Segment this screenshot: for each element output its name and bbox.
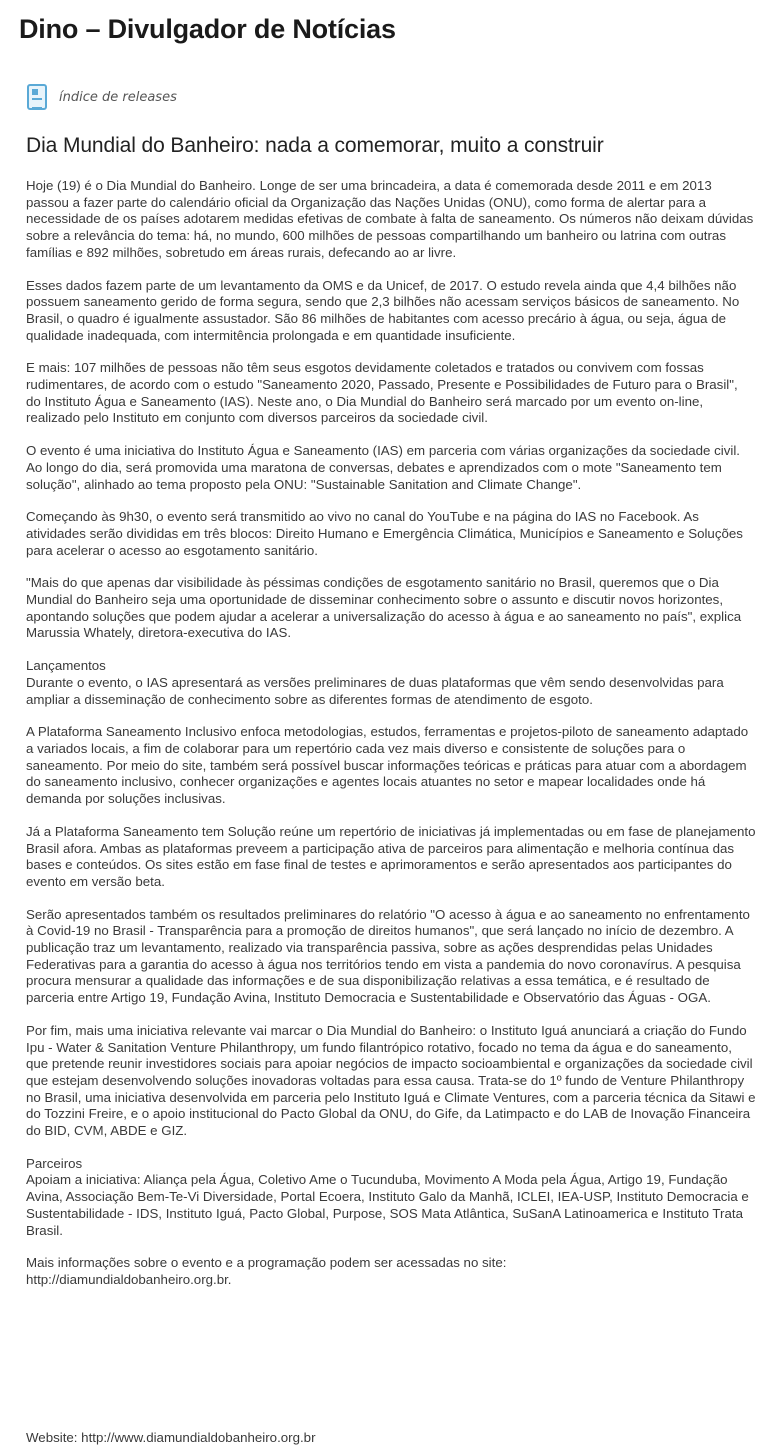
article-paragraph: Começando às 9h30, o evento será transmitido ao vivo no canal do YouTube e na página do IAS no Facebook. As atividades serão divididas em três blocos: Direito Humano e Emergência Climática, Municípios e Saneamento e Soluções para acelerar o acesso ao esgotamento sanitário. <box>26 509 743 558</box>
website-link[interactable]: Website: http://www.diamundialdobanheiro.org.br <box>26 1430 316 1445</box>
article-paragraph: Esses dados fazem parte de um levantamento da OMS e da Unicef, de 2017. O estudo revela ainda que 4,4 bilhões não possuem saneamento gerido de forma segura, sendo que 2,3 bilhões não acessam serviços básicos de saneamento. No Brasil, o quadro é igualmente assustador. São 86 milhões de habitantes com acesso precário à água, ou seja, água de qualidade inadequada, com intermitência prolongada e em quantidade insuficiente. <box>26 277 740 343</box>
article-paragraph: Serão apresentados também os resultados preliminares do relatório "O acesso à água e ao saneamento no enfrentamento à Covid-19 no Brasil - Transparência para a promoção de direitos humanos", que será lançado no início de dezembro. A publicação traz um levantamento, realizado via transparência passiva, sobre as ações desprendidas pelas Unidades Federativas para a garantia do acesso à água nos territórios tendo em vista a pandemia do novo coronavírus. A pesquisa procura mensurar a qualidade das informações e de sua disponibilização relativas a essa temática, e é resultado de parceria entre Artigo 19, Fundação Avina, Instituto Democracia e Sustentabilidade e Observatório das Águas - OGA. <box>26 906 750 1006</box>
article-paragraph: A Plataforma Saneamento Inclusivo enfoca metodologias, estudos, ferramentas e projetos-piloto de saneamento adaptado a variados locais, a fim de colaborar para um repertório cada vez mais diverso e consistente de soluções para o saneamento. Por meio do site, também será possível buscar informações teóricas e práticas para atuar com a abordagem do saneamento inclusivo, conhecer organizações e agentes locais atuantes no setor e mapear localidades onde há demanda por soluções inclusivas. <box>26 724 749 807</box>
article-paragraph: E mais: 107 milhões de pessoas não têm seus esgotos devidamente coletados e tratados ou convivem com fossas rudimentares, de acordo com o estudo "Saneamento 2020, Passado, Presente e Possibilidades de Futuro para o Brasil", do Instituto Água e Saneamento (IAS). Neste ano, o Dia Mundial do Banheiro será marcado por um evento on-line, realizado pelo Instituto em conjunto com diversos parceiros da sociedade civil. <box>26 360 738 426</box>
index-link-label[interactable]: índice de releases <box>59 89 177 105</box>
article-paragraph: Mais informações sobre o evento e a programação podem ser acessadas no site: http://diamundialdobanheiro.org.br. <box>26 1255 507 1287</box>
article-paragraph: Já a Plataforma Saneamento tem Solução reúne um repertório de iniciativas já implementadas ou em fase de planejamento Brasil afora. Ambas as plataformas preveem a participação ativa de parceiros para alimentação e melhoria contínua das bases e conteúdos. Os sites estão em fase final de testes e aprimoramentos e serão apresentados aos participantes do evento em versão beta. <box>26 823 756 889</box>
article-body <box>26 178 756 1305</box>
article-paragraph: Por fim, mais uma iniciativa relevante vai marcar o Dia Mundial do Banheiro: o Instituto Iguá anunciará a criação do Fundo Ipu - Water & Sanitation Venture Philanthropy, um fundo filantrópico rotativo, focado no tema da água e do saneamento, que pretende reunir investidores sociais para apoiar negócios de impacto socioambiental e organizações da sociedade civil que estejam desenvolvendo soluções inovadoras voltadas para essa causa. Trata-se do 1º fundo de Venture Philanthropy no Brasil, uma iniciativa desenvolvida em parceria pelo Instituto Iguá e Climate Ventures, com a parceria técnica da Sitawi e do Tozzini Freire, e o apoio institucional do Pacto Global da ONU, do Gife, da Latimpacto e do LAB de Inovação Financeira do BID, CVM, ABDE e GIZ. <box>26 1022 756 1139</box>
newspaper-icon <box>27 84 47 110</box>
site-title: Dino – Divulgador de Notícias <box>19 14 396 44</box>
article-title: Dia Mundial do Banheiro: nada a comemorar, muito a construir <box>26 134 604 157</box>
article-paragraph: O evento é uma iniciativa do Instituto Água e Saneamento (IAS) em parceria com várias organizações da sociedade civil. Ao longo do dia, será promovida uma maratona de conversas, debates e aprendizados com o mote "Saneamento tem solução", alinhado ao tema proposto pela ONU: "Sustainable Sanitation and Climate Change". <box>26 443 740 492</box>
article-paragraph: Lançamentos Durante o evento, o IAS apresentará as versões preliminares de duas plataformas que vêm sendo desenvolvidas para ampliar a disseminação de conhecimento sobre as diferentes formas de atendimento de esgoto. <box>26 658 724 707</box>
article-paragraph: "Mais do que apenas dar visibilidade às péssimas condições de esgotamento sanitário no Brasil, queremos que o Dia Mundial do Banheiro seja uma oportunidade de disseminar conhecimento sobre o assunto e discutir novos horizontes, apontando soluções que podem ajudar a acelerar a universalização do acesso à água e ao saneamento no país", explica Marussia Whately, diretora-executiva do IAS. <box>26 575 742 641</box>
index-link[interactable] <box>27 84 177 110</box>
article-paragraph: Parceiros Apoiam a iniciativa: Aliança pela Água, Coletivo Ame o Tucunduba, Movimento A Moda pela Água, Artigo 19, Fundação Avina, Associação Bem-Te-Vi Diversidade, Portal Ecoera, Instituto Galo da Manhã, ICLEI, IEA-USP, Instituto Democracia e Sustentabilidade - IDS, Instituto Iguá, Pacto Global, Purpose, SOS Mata Atlântica, SuSanA Latinoamerica e Instituto Trata Brasil. <box>26 1155 749 1238</box>
article-paragraph: Hoje (19) é o Dia Mundial do Banheiro. Longe de ser uma brincadeira, a data é comemorada desde 2011 e em 2013 passou a fazer parte do calendário oficial da Organização das Nações Unidas (ONU), como forma de alertar para a necessidade de os países adotarem medidas efetivas de combate à falta de saneamento. Os números não deixam dúvidas sobre a relevância do tema: há, no mundo, 600 milhões de pessoas compartilhando um banheiro ou latrina com outras famílias e 892 milhões, sobretudo em áreas rurais, defecando ao ar livre. <box>26 178 754 260</box>
